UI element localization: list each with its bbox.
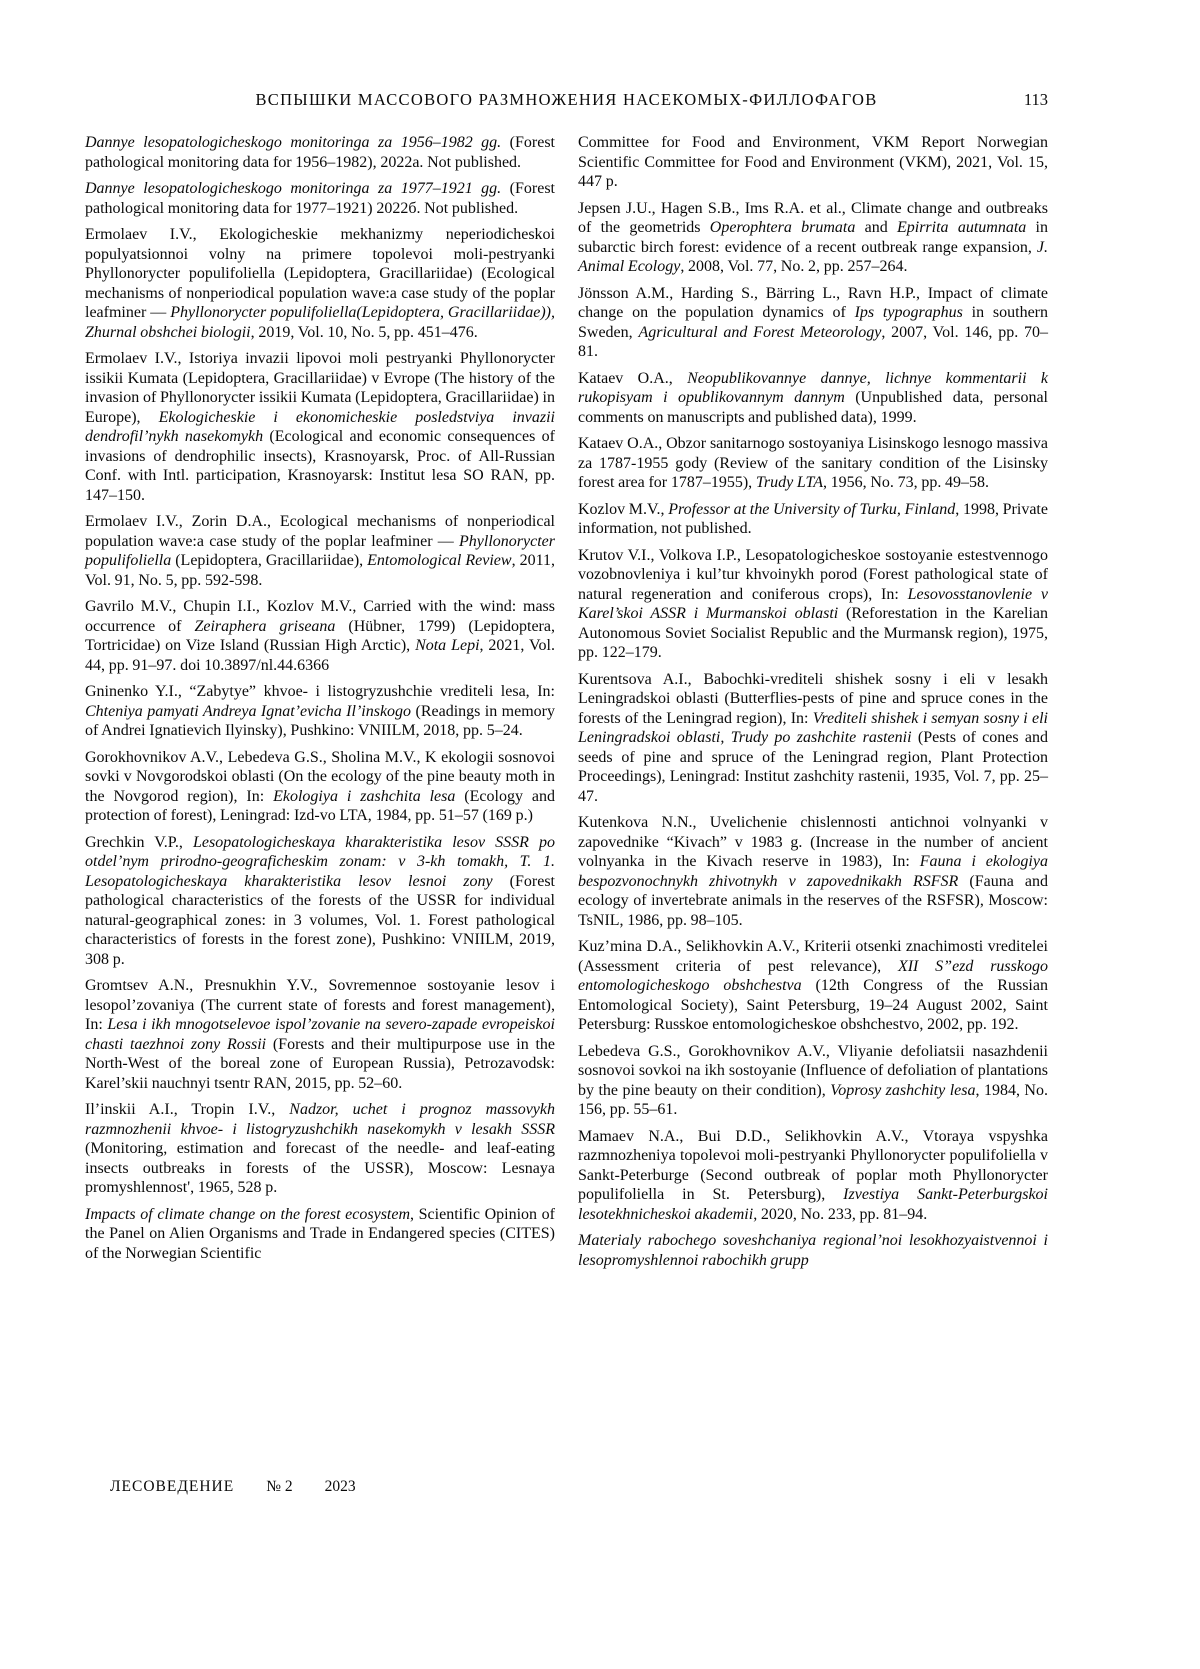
reference-title-italic: Lesa i ikh mnogotselevoe ispol’zovanie na severo-zapade evropeiskoi chasti taezhnoi zony Rossii — [85, 1016, 555, 1053]
reference-text: (Forest pathological monitoring data for 1956–1982), 2022a. Not published. — [85, 134, 556, 171]
reference-entry — [85, 512, 555, 590]
reference-text: , 2020, No. 233, pp. 81–94. — [753, 1205, 928, 1223]
reference-entry — [85, 682, 555, 741]
reference-text: Kuz’mina D.A., Selikhovkin A.V., Kriterii otsenki znachimosti vreditelei (Assessment criteria of pest relevance), — [578, 938, 1048, 975]
reference-entry — [578, 500, 1048, 539]
reference-entry — [578, 670, 1048, 807]
reference-text: Jönsson A.M., Harding S., Bärring L., Ravn H.P., Impact of climate change on the population dynamics of — [578, 284, 1048, 321]
reference-text: , 2011, Vol. 91, No. 5, pp. 592-598. — [85, 552, 555, 589]
reference-text: Committee for Food and Environment, VKM Report Norwegian Scientific Committee for Food and Environment (VKM), 2021, Vol. 15, 447 p. — [578, 134, 1048, 190]
reference-text: (Readings in memory of Andrei Ignatievich Ilyinsky), Pushkino: VNIILM, 2018, pp. 5–24. — [85, 702, 555, 739]
reference-text: Ermolaev I.V., Ekologicheskie mekhanizmy neperiodicheskoi populyatsionnoi volny na primere topolevoi moli-pestryanki Phyllonorycter populifoliella (Lepidoptera, Gracillariidae) (Ecological mechanisms of nonperiodical population wave:a case study of the poplar leafminer — — [85, 226, 555, 321]
reference-title-italic: Ekologicheskie i ekonomicheskie posledstviya invazii dendrofil’nykh nasekomykh — [85, 408, 555, 445]
reference-text: (Forest pathological characteristics of the forests of the USSR for individual natural-geographical zones: in 3 volumes, Vol. 1. Forest pathological characteristics of forests in the forest zone), Pushkino: VNIILM, 2019, 308 p. — [85, 872, 555, 968]
reference-title-italic: Lesovosstanovlenie v Karel’skoi ASSR i Murmanskoi oblasti — [578, 585, 1048, 622]
reference-title-italic: (Lepidoptera, Gracillariidae)), — [356, 304, 555, 321]
reference-title-italic: Phyllonorycter populifoliella — [85, 532, 555, 569]
reference-entry — [85, 225, 555, 342]
reference-text: Gninenko Y.I., “Zabytye” khvoe- i listogryzushchie vrediteli lesa, In: — [85, 683, 555, 700]
reference-text: Mamaev N.A., Bui D.D., Selikhovkin A.V., Vtoraya vspyshka razmnozheniya topolevoi moli-pestryanki Phyllonorycter populifoliella v Sankt-Peterburge (Second outbreak of poplar moth Phyllonorycter populifoliella in St. Petersburg), — [578, 1127, 1048, 1203]
page-number: 113 — [1023, 90, 1048, 109]
reference-entry — [578, 434, 1048, 493]
reference-text: Kurentsova A.I., Babochki-vrediteli shishek sosny i eli v lesakh Leningradskoi oblasti (Butterflies-pests of pine and spruce cones in the forests of the Leningrad region), In: — [578, 670, 1048, 727]
reference-text: , 2007, Vol. 146, pp. 70–81. — [578, 323, 1048, 360]
references-right-column — [578, 133, 1048, 1277]
reference-title-italic: Vrediteli shishek i semyan sosny i eli Leningradskoi oblasti, Trudy po zashchite rastenii — [578, 709, 1048, 746]
reference-text: (Unpublished data, personal comments on manuscripts and published data), 1999. — [578, 389, 1048, 426]
reference-text: (Lepidoptera, Gracillariidae), — [171, 552, 368, 569]
reference-title-italic: Dannye lesopatologicheskogo monitoringa za 1977–1921 gg. — [85, 180, 502, 197]
reference-entry — [85, 748, 555, 826]
reference-text: Il’inskii A.I., Tropin I.V., — [85, 1101, 290, 1118]
reference-title-italic: Professor at the University of Turku, Finland — [668, 500, 956, 518]
reference-text: Kozlov M.V., — [578, 500, 669, 518]
reference-entry — [578, 1127, 1048, 1225]
reference-title-italic: Materialy rabochego soveshchaniya regional’noi lesokhozyaistvennoi i lesopromyshlennoi rabochikh grupp — [578, 1232, 1048, 1269]
reference-text: Jepsen J.U., Hagen S.B., Ims R.A. et al., Climate change and outbreaks of the geometrids — [578, 199, 1048, 236]
references-section — [85, 133, 1048, 1277]
reference-title-italic: Izvestiya Sankt-Peterburgskoi lesotekhnicheskoi akademii — [578, 1186, 1049, 1223]
reference-entry — [578, 1231, 1048, 1270]
reference-title-italic: Phyllonorycter populifoliella — [170, 304, 357, 321]
reference-text: Ermolaev I.V., Istoriya invazii lipovoi moli pestryanki Phyllonorycter issikii Kumata (Lepidoptera, Gracillariidae) v Evrope (The history of the invasion of Phyllonorycter issikii Kumata (Lepidoptera, Gracillariidae) in Europe), — [85, 350, 555, 426]
reference-title-italic: XII S”ezd russkogo entomologicheskogo obshchestva — [578, 957, 1048, 994]
reference-title-italic: Zhurnal obshchei biologii — [85, 323, 251, 341]
reference-title-italic: Fauna i ekologiya bespozvonochnykh zhivotnykh v zapovednikakh RSFSR — [578, 853, 1048, 890]
reference-text: (Pests of cones and seeds of pine and spruce of the Leningrad region, Plant Protection Proceedings), Leningrad: Institut zashchity rastenii, 1935, Vol. 7, pp. 25–47. — [578, 729, 1049, 805]
reference-title-italic: Trudy LTA — [755, 474, 823, 491]
reference-entry — [578, 133, 1048, 192]
reference-text: Krutov V.I., Volkova I.P., Lesopatologicheskoe sostoyanie estestvennogo vozobnovleniya i kul’tur khvoinykh porod (Forest pathological state of natural regeneration and coniferous crops), In: — [578, 546, 1048, 603]
reference-title-italic: Ekologiya i zashchita lesa — [273, 787, 456, 805]
reference-text: Gromtsev A.N., Presnukhin Y.V., Sovremennoe sostoyanie lesov i lesopol’zovaniya (The current state of forests and forest management), In: — [85, 977, 555, 1033]
reference-text: (Forest pathological monitoring data for 1977–1921) 2022б. Not published. — [85, 180, 556, 217]
reference-text: (Reforestation in the Karelian Autonomous Soviet Socialist Republic and the Murmansk region), 1975, pp. 122–179. — [578, 605, 1048, 661]
reference-title-italic: Ips typographus — [854, 304, 963, 321]
reference-text: and — [855, 219, 897, 236]
reference-text: , 2021, Vol. 44, pp. 91–97. doi 10.3897/nl.44.6366 — [85, 637, 555, 674]
reference-entry — [578, 813, 1048, 930]
reference-title-italic: Lesopatologicheskaya kharakteristika lesov SSSR po otdel’nym prirodno-geograficheskim zonam: v 3-kh tomakh, T. 1. Lesopatologicheskaya kharakteristika lesov lesnoi zony — [85, 833, 555, 890]
reference-entry — [85, 179, 555, 218]
reference-title-italic: Neopublikovannye dannye, lichnye kommentarii k rukopisyam i opublikovannym dannym — [578, 369, 1048, 406]
reference-entry — [578, 284, 1048, 362]
reference-text: (Ecology and protection of forest), Leningrad: Izd-vo LTA, 1984, pp. 51–57 (169 p.) — [85, 787, 555, 824]
reference-text: , 2019, Vol. 10, No. 5, pp. 451–476. — [250, 323, 478, 341]
reference-text: Kataev O.A., Obzor sanitarnogo sostoyaniya Lisinskogo lesnogo massiva za 1787-1955 gody (Review of the sanitary condition of the Lisinsky forest area for 1787–1955), — [578, 435, 1048, 491]
reference-text: , 2008, Vol. 77, No. 2, pp. 257–264. — [680, 258, 908, 275]
reference-title-italic: Dannye lesopatologicheskogo monitoringa za 1956–1982 gg. — [85, 134, 502, 151]
reference-text: in southern Sweden, — [578, 304, 1048, 341]
reference-title-italic: Zeiraphera griseana — [194, 617, 336, 635]
reference-text: , 1956, No. 73, pp. 49–58. — [822, 474, 990, 491]
reference-text: , Scientific Opinion of the Panel on Alien Organisms and Trade in Endangered species (CITES) of the Norwegian Scientific — [85, 1205, 555, 1262]
reference-title-italic: Epirrita autumnata — [896, 219, 1027, 236]
reference-entry — [578, 937, 1048, 1035]
reference-title-italic: Agricultural and Forest Meteorology — [638, 323, 882, 341]
reference-entry — [85, 1205, 555, 1264]
reference-title-italic: Chteniya pamyati Andreya Ignat’evicha Il’inskogo — [85, 702, 412, 720]
reference-text: , 1984, No. 156, pp. 55–61. — [578, 1081, 1048, 1118]
reference-entry — [85, 833, 555, 970]
issue-number: № 2 — [266, 1478, 293, 1495]
page-header — [85, 90, 1048, 112]
reference-entry — [85, 976, 555, 1093]
reference-title-italic: Nota Lepi — [415, 637, 480, 654]
reference-text: , 1998, Private information, not published. — [578, 500, 1048, 537]
reference-title-italic: Impacts of climate change on the forest ecosystem — [85, 1205, 411, 1223]
reference-text: Kataev O.A., — [578, 369, 688, 387]
reference-entry — [578, 369, 1048, 428]
reference-title-italic: Operophtera brumata — [709, 219, 856, 236]
reference-text: Gorokhovnikov A.V., Lebedeva G.S., Sholina M.V., K ekologii sosnovoi sovki v Novgorodskoi oblasti (On the ecology of the pine beauty moth in the Novgorod region), In: — [85, 748, 555, 805]
reference-title-italic: J. Animal Ecology — [578, 238, 1048, 275]
year: 2023 — [324, 1478, 356, 1495]
reference-text: (Ecological and economic consequences of invasions of dendrophilic insects), Krasnoyarsk, Proc. of All-Russian Conf. with Intl. participation, Krasnoyarsk: Institut lesa SO RAN, pp. 147–150. — [85, 428, 555, 504]
reference-entry — [85, 1100, 555, 1198]
reference-entry — [578, 1042, 1048, 1120]
running-title: ВСПЫШКИ МАССОВОГО РАЗМНОЖЕНИЯ НАСЕКОМЫХ-ФИЛЛОФАГОВ — [255, 90, 878, 109]
reference-text: Lebedeva G.S., Gorokhovnikov A.V., Vliyanie defoliatsii nasazhdenii sosnovoi sovkoi na ikh sostoyanie (Influence of defoliation of plantations by the pine beauty on their condition), — [578, 1042, 1048, 1099]
reference-text: Ermolaev I.V., Zorin D.A., Ecological mechanisms of nonperiodical population wave:a case study of the poplar leafminer — — [85, 513, 555, 550]
page-footer — [110, 1478, 356, 1496]
reference-entry — [85, 133, 555, 172]
reference-text: (12th Congress of the Russian Entomological Society), Saint Petersburg, 19–24 August 2002, Saint Petersburg: Russkoe entomologicheskoe obshchestvo, 2002, pp. 192. — [578, 977, 1048, 1033]
reference-text: Kutenkova N.N., Uvelichenie chislennosti antichnoi volnyanki v zapovednike “Kivach” v 1983 g. (Increase in the number of ancient volnyanka in the Kivach reserve in 1983), In: — [578, 814, 1048, 870]
reference-entry — [85, 349, 555, 505]
reference-text: in subarctic birch forest: evidence of a recent outbreak range expansion, — [578, 219, 1048, 256]
reference-text: (Forests and their multipurpose use in the North-West of the boreal zone of European Russia), Petrozavodsk: Karel’skii nauchnyi tsentr RAN, 2015, pp. 52–60. — [85, 1035, 556, 1092]
reference-text: Gavrilo M.V., Chupin I.I., Kozlov M.V., Carried with the wind: mass occurrence of — [85, 598, 555, 635]
reference-text: (Monitoring, estimation and forecast of the needle- and leaf-eating insects outbreaks in forests of the USSR), Moscow: Lesnaya promyshlennost', 1965, 528 p. — [85, 1140, 555, 1196]
references-left-column — [85, 133, 555, 1277]
reference-title-italic: Voprosy zashchity lesa — [830, 1081, 976, 1099]
reference-text: (Fauna and ecology of invertebrate animals in the reserves of the RSFSR), Moscow: TsNIL, 1986, pp. 98–105. — [578, 872, 1049, 929]
reference-title-italic: Nadzor, uchet i prognoz massovykh razmnozhenii khvoe- i listogryzushchikh nasekomykh v lesakh SSSR — [85, 1101, 555, 1138]
reference-entry — [85, 597, 555, 675]
reference-text: (Hübner, 1799) (Lepidoptera, Tortricidae) on Vize Island (Russian High Arctic), — [85, 617, 555, 654]
journal-name: ЛЕСОВЕДЕНИЕ — [110, 1478, 235, 1495]
reference-title-italic: Entomological Review — [367, 552, 512, 569]
reference-text: Grechkin V.P., — [85, 833, 193, 851]
reference-entry — [578, 546, 1048, 663]
reference-entry — [578, 199, 1048, 277]
